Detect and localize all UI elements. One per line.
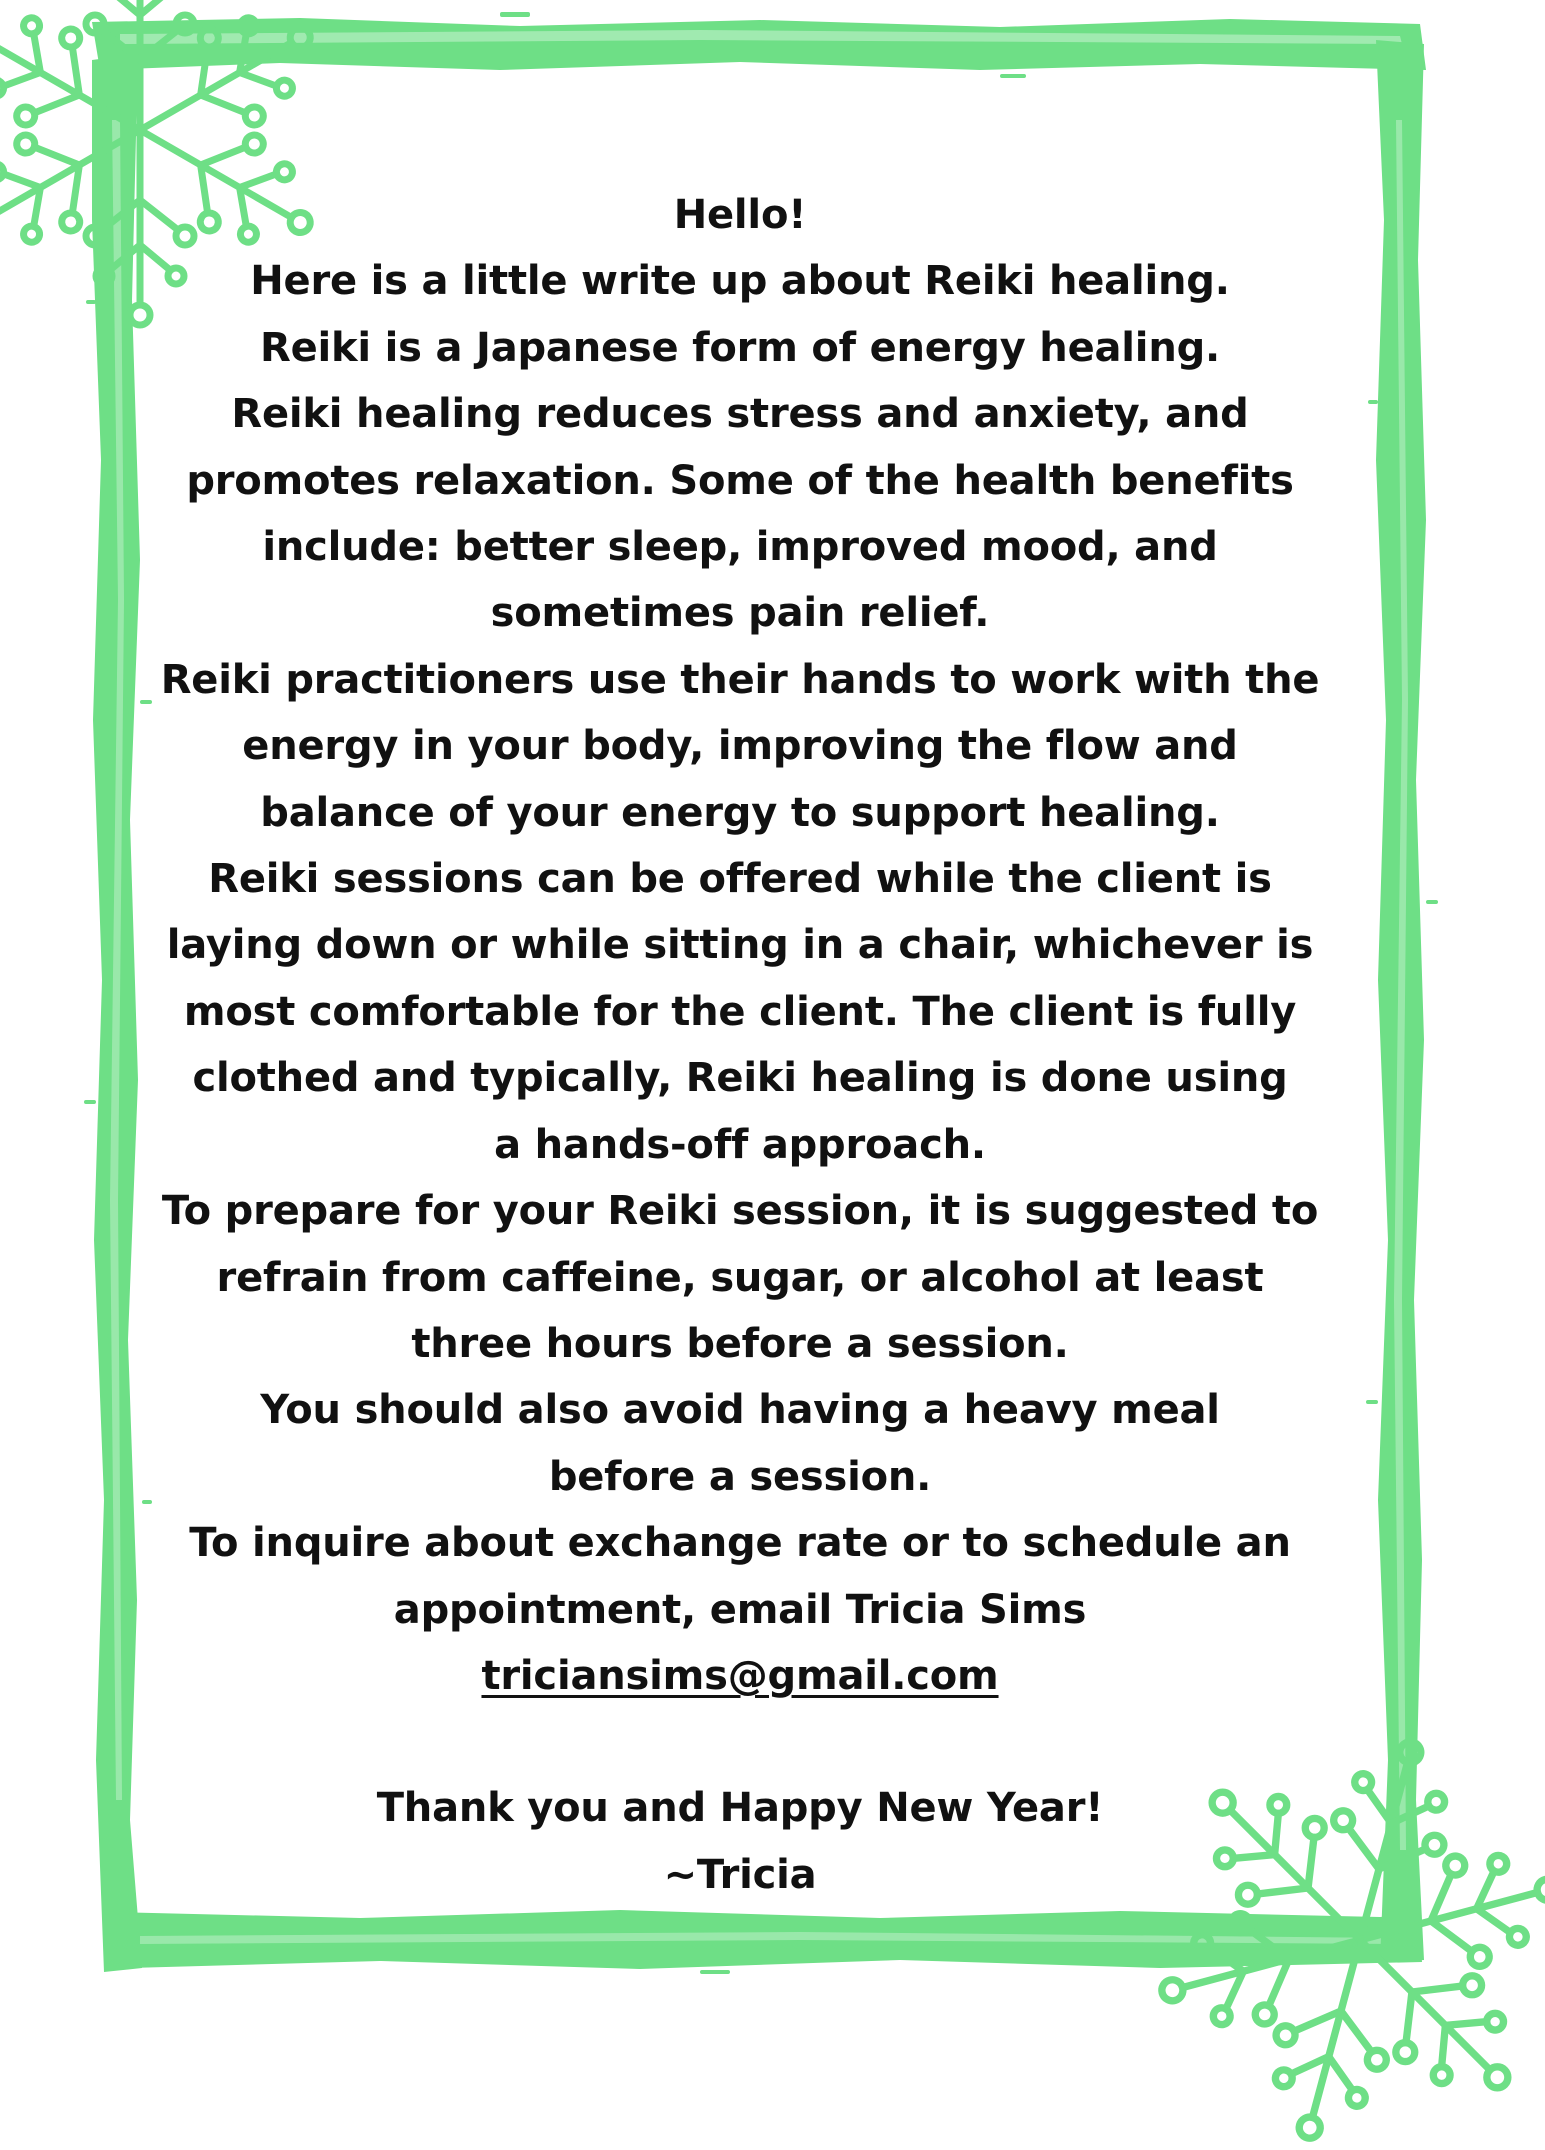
letter-line: a hands-off approach. [494,1121,986,1168]
greeting: Hello! [673,192,807,238]
letter-line: sometimes pain relief. [490,590,990,637]
letter-line: refrain from caffeine, sugar, or alcohol at least [216,1254,1264,1301]
letter-line: To inquire about exchange rate or to schedule an [189,1520,1291,1567]
letter-line: before a session. [548,1453,932,1500]
letter-line: To prepare for your Reiki session, it is suggested to [161,1188,1319,1235]
letter-line: include: better sleep, improved mood, and [262,524,1218,571]
letter-line: promotes relaxation. Some of the health benefits [186,457,1294,504]
closing: Thank you and Happy New Year! [376,1785,1104,1832]
letter-line: Reiki healing reduces stress and anxiety, and [231,391,1249,438]
letter-line: clothed and typically, Reiki healing is done using [192,1055,1288,1102]
letter-line: laying down or while sitting in a chair, whichever is [166,922,1314,969]
letter-line: most comfortable for the client. The client is fully [183,988,1297,1035]
email-line [150,1643,1330,1709]
letter-line: Reiki sessions can be offered while the client is [208,856,1272,903]
email-link[interactable]: triciansims@gmail.com [481,1652,999,1699]
letter-line: Here is a little write up about Reiki healing. [250,258,1230,305]
signature: ~Tricia [663,1851,817,1898]
letter-line: three hours before a session. [411,1320,1069,1367]
letter-line: Reiki practitioners use their hands to work with the [160,656,1320,703]
letter-line: You should also avoid having a heavy meal [260,1387,1220,1434]
letter-line: energy in your body, improving the flow and [242,723,1238,770]
letter-line: Reiki is a Japanese form of energy healing. [259,324,1221,371]
letter-line: appointment, email Tricia Sims [393,1586,1087,1633]
letter-body [150,182,1330,1908]
letter-line: balance of your energy to support healing. [260,789,1220,836]
blank-line [150,1709,1330,1775]
